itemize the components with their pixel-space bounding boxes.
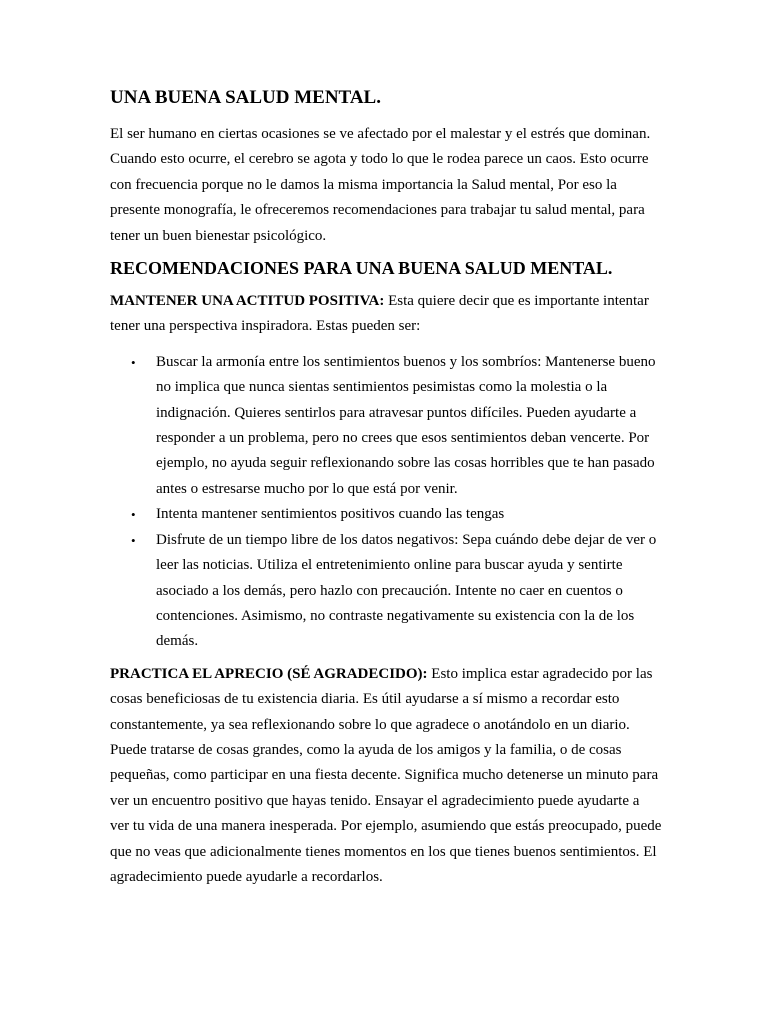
list-item: [110, 528, 662, 655]
bullet-icon: •: [131, 354, 136, 370]
appreciation-lead: PRACTICA EL APRECIO (SÉ AGRADECIDO):: [110, 665, 428, 682]
intro-paragraph: El ser humano en ciertas ocasiones se ve afectado por el malestar y el estrés que dominan. Cuando esto ocurre, el cerebro se agota y todo lo que le rodea parece un caos. Esto ocurre con frecuencia porque no le damos la misma importancia la Salud mental, Por eso la presente monografía, le ofreceremos recomendaciones para trabajar tu salud mental, para tener un buen bienestar psicológico.: [110, 126, 651, 244]
section-title: RECOMENDACIONES PARA UNA BUENA SALUD MENTAL.: [110, 258, 613, 279]
attitude-lead: MANTENER UNA ACTITUD POSITIVA:: [110, 293, 385, 310]
document-title: UNA BUENA SALUD MENTAL.: [110, 87, 381, 108]
attitude-text: Esta quiere decir que es importante intentar tener una perspectiva inspiradora. Estas pueden ser:: [110, 293, 649, 335]
attitude-paragraph: [110, 289, 662, 340]
list-item: [110, 502, 662, 527]
appreciation-text: Esto implica estar agradecido por las cosas beneficiosas de tu existencia diaria. Es útil ayudarse a sí mismo a recordar esto constantemente, ya sea reflexionando sobre lo que agradece o anotándolo en un diario. Puede tratarse de cosas grandes, como la ayuda de los amigos y la familia, o de cosas pequeñas, como participar en una fiesta decente. Significa mucho detenerse un minuto para ver un encuentro positivo que hayas tenido. Ensayar el agradecimiento puede ayudarte a ver tu vida de una manera inesperada. Por ejemplo, asumiendo que estás preocupado, puede que no veas que adicionalmente tienes momentos en los que tienes buenos sentimientos. El agradecimiento puede ayudarle a recordarlos.: [110, 665, 662, 885]
document-page: [110, 84, 662, 890]
appreciation-paragraph: [110, 662, 662, 891]
bullet-icon: •: [131, 507, 136, 523]
list-item-text: Buscar la armonía entre los sentimientos buenos y los sombríos: Mantenerse bueno no implica que nunca sientas sentimientos pesimistas como la molestia o la indignación. Quieres sentirlos para atravesar puntos difíciles. Pueden ayudarte a responder a un problema, pero no crees que esos sentimientos deban vencerte. Por ejemplo, no ayuda seguir reflexionando sobre las cosas horribles que te han pasado antes o estresarse mucho por lo que está por venir.: [156, 353, 656, 497]
list-item: [110, 350, 662, 502]
recommendation-list: [110, 350, 662, 655]
list-item-text: Disfrute de un tiempo libre de los datos negativos: Sepa cuándo debe dejar de ver o leer las noticias. Utiliza el entretenimiento online para buscar ayuda y sentirte asociado a los demás, pero hazlo con precaución. Intente no caer en cuentos o contenciones. Asimismo, no contraste negativamente su existencia con la de los demás.: [156, 531, 657, 650]
list-item-text: Intenta mantener sentimientos positivos cuando las tengas: [156, 506, 505, 523]
bullet-icon: •: [131, 532, 136, 548]
